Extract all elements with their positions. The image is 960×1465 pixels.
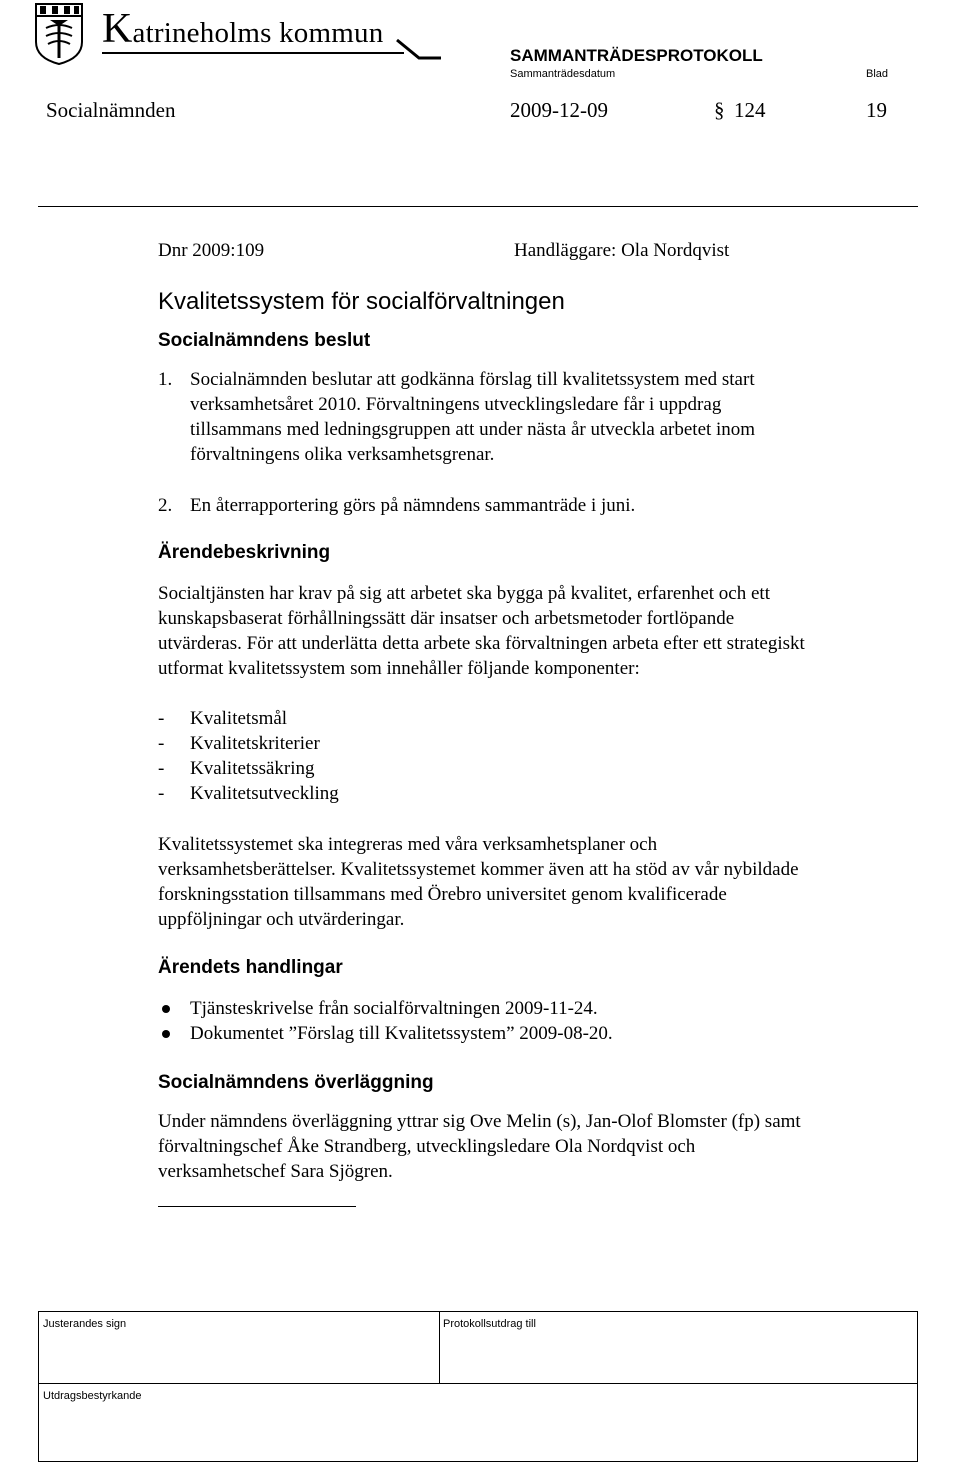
bullet-icon <box>162 1005 170 1013</box>
case-dnr: Dnr 2009:109 <box>158 240 265 261</box>
case-handler: Handläggare: Ola Nordqvist <box>514 240 730 261</box>
deliberation-line: Under nämndens överläggning yttrar sig Ove Melin (s), Jan-Olof Blomster (fp) samt <box>158 1111 801 1132</box>
description-line: kunskapsbaserat förhållningssätt där insatser och arbetsmetoder fortlöpande <box>158 608 735 629</box>
sign-label: Justerandes sign <box>43 1318 127 1330</box>
decision-item-line: tillsammans med ledningsgruppen att under nästa år utveckla arbetet inom <box>190 419 756 440</box>
decision-item-line: förvaltningens olika verksamhetsgrenar. <box>190 444 495 465</box>
description-line: utvärderas. För att underlätta detta arbete ska förvaltningen arbeta efter ett strategiskt <box>158 633 805 654</box>
end-rule <box>158 1206 356 1207</box>
description-line: forskningsstation tillsammans med Örebro universitet genom kvalificerade <box>158 884 727 905</box>
committee-name: Socialnämnden <box>46 98 176 122</box>
list-item: - Kvalitetskriterier <box>158 733 320 754</box>
paragraph-number: 124 <box>734 98 766 122</box>
date-label: Sammanträdesdatum <box>510 68 616 80</box>
description-line: Kvalitetssystemet ska integreras med våra verksamhetsplaner och <box>158 834 658 855</box>
deliberation-heading: Socialnämndens överläggning <box>158 1072 434 1093</box>
extract-label: Protokollsutdrag till <box>443 1318 536 1330</box>
signature-box-divider <box>439 1312 440 1383</box>
decision-item-number: 1. <box>158 369 173 390</box>
list-item: - Kvalitetssäkring <box>158 758 315 779</box>
wordmark-swoosh-icon <box>395 38 443 60</box>
decision-item-line: Socialnämnden beslutar att godkänna förslag till kvalitetssystem med start <box>190 369 755 390</box>
deliberation-line: förvaltningschef Åke Strandberg, utvecklingsledare Ola Nordqvist och <box>158 1136 696 1157</box>
list-item: - Kvalitetsutveckling <box>158 783 339 804</box>
protocol-title: SAMMANTRÄDESPROTOKOLL <box>510 46 763 65</box>
signature-box-row-divider <box>39 1383 917 1384</box>
bullet-icon <box>162 1030 170 1038</box>
decision-item-number: 2. <box>158 495 173 516</box>
meeting-date: 2009-12-09 <box>510 98 608 122</box>
page-label: Blad <box>866 68 889 80</box>
description-line: utformat kvalitetssystem som innehåller följande komponenter: <box>158 658 640 679</box>
municipality-wordmark: Katrineholms kommun <box>102 6 384 52</box>
description-heading: Ärendebeskrivning <box>158 542 331 563</box>
description-line: Socialtjänsten har krav på sig att arbetet ska bygga på kvalitet, erfarenhet och ett <box>158 583 770 604</box>
wordmark-underline <box>102 52 404 54</box>
decision-item-line: En återrapportering görs på nämndens sammanträde i juni. <box>190 495 636 516</box>
decision-heading: Socialnämndens beslut <box>158 330 371 351</box>
description-line: uppföljningar och utvärderingar. <box>158 909 405 930</box>
paragraph-sign: § <box>714 98 725 122</box>
certified-label: Utdragsbestyrkande <box>43 1390 142 1402</box>
list-item: - Kvalitetsmål <box>158 708 288 729</box>
municipal-crest-icon <box>32 2 86 66</box>
decision-item-line: verksamhetsåret 2010. Förvaltningens utvecklingsledare får i uppdrag <box>190 394 722 415</box>
header-divider <box>38 206 918 207</box>
case-title: Kvalitetssystem för socialförvaltningen <box>158 288 565 315</box>
deliberation-line: verksamhetschef Sara Sjögren. <box>158 1161 393 1182</box>
signature-box <box>38 1311 918 1462</box>
documents-heading: Ärendets handlingar <box>158 957 343 978</box>
page-number: 19 <box>866 98 887 122</box>
description-line: verksamhetsberättelser. Kvalitetssystemet kommer även att ha stöd av vår nybildade <box>158 859 799 880</box>
